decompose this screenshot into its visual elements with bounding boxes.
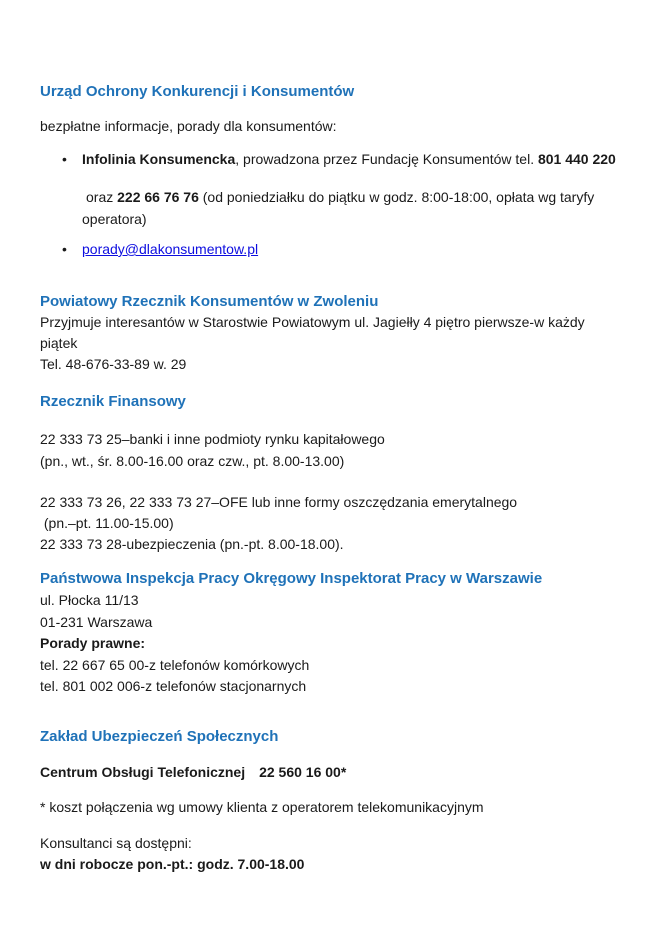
phone-number: tel. 22 667 65 00-z telefonów komórkowych	[40, 656, 310, 673]
porady-prawne-label: Porady prawne:	[40, 635, 146, 651]
section-heading-rzecznik-powiatowy: Powiatowy Rzecznik Konsumentów w Zwoleniu	[40, 293, 379, 310]
rzecznik-powiatowy-info: Przyjmuje interesantów w Starostwie Powiatowym ul. Jagiełły 4 piętro pierwsze-w każdy piątek Tel. 48-676-33-89 w. 29	[40, 314, 585, 372]
infolinia-line: Infolinia Konsumencka, prowadzona przez Fundację Konsumentów tel. 801 440 220	[82, 151, 616, 167]
phone-number: 22 333 73 26, 22 333 73 27–OFE lub inne formy oszczędzania emerytalnego	[40, 494, 518, 510]
phone-number: tel. 801 002 006-z telefonów stacjonarnych	[40, 678, 307, 694]
address-line: ul. Płocka 11/13	[40, 592, 139, 608]
section-heading-rzecznik-finansowy: Rzecznik Finansowy	[40, 393, 186, 410]
bullet-item-email	[40, 239, 661, 260]
phone-number: 222 66 76 76	[117, 189, 199, 205]
email-line	[82, 239, 258, 260]
cot-label: Centrum Obsługi Telefonicznej	[40, 763, 246, 780]
zus-availability: Konsultanci są dostępni: w dni robocze pon.-pt.: godz. 7.00-18.00	[40, 834, 305, 872]
bullet-item-infolinia	[40, 149, 661, 170]
address-line: 01-231 Warszawa	[40, 613, 153, 630]
phone-number: 22 333 73 25–banki i inne podmioty rynku kapitałowego	[40, 431, 385, 447]
zus-cot-line	[40, 762, 661, 783]
bullet-icon: •	[62, 151, 67, 167]
bullet-icon: •	[62, 241, 67, 257]
uokik-intro-text: bezpłatne informacje, porady dla konsumentów:	[40, 118, 337, 134]
section-heading-zus: Zakład Ubezpieczeń Społecznych	[40, 727, 279, 745]
section-heading-uokik: Urząd Ochrony Konkurencji i Konsumentów	[40, 83, 355, 100]
phone-number: Tel. 48-676-33-89 w. 29	[40, 356, 187, 372]
zus-footnote: * koszt połączenia wg umowy klienta z operatorem telekomunikacyjnym	[40, 798, 484, 815]
phone-number: 22 560 16 00*	[259, 763, 347, 780]
phone-number: 801 440 220	[537, 151, 616, 167]
phone-number: 22 333 73 28-ubezpieczenia (pn.-pt. 8.00-18.00).	[40, 536, 344, 552]
rzecznik-finansowy-banki: 22 333 73 25–banki i inne podmioty rynku kapitałowego (pn., wt., śr. 8.00-16.00 oraz czw., pt. 8.00-13.00)	[40, 431, 385, 469]
email-link[interactable]: porady@dlakonsumentow.pl	[82, 241, 259, 257]
rzecznik-finansowy-ofe: 22 333 73 26, 22 333 73 27–OFE lub inne formy oszczędzania emerytalnego (pn.–pt. 11.00-15.00) 22 333 73 28-ubezpieczenia (pn.-pt. 8.00-18.00).	[40, 494, 518, 552]
pip-details	[40, 590, 661, 698]
section-heading-pip: Państwowa Inspekcja Pracy Okręgowy Inspektorat Pracy w Warszawie	[40, 570, 543, 587]
infolinia-continuation: oraz 222 66 76 76 (od poniedziałku do piątku w godz. 8:00-18:00, opłata wg taryfy operatora)	[82, 189, 595, 227]
